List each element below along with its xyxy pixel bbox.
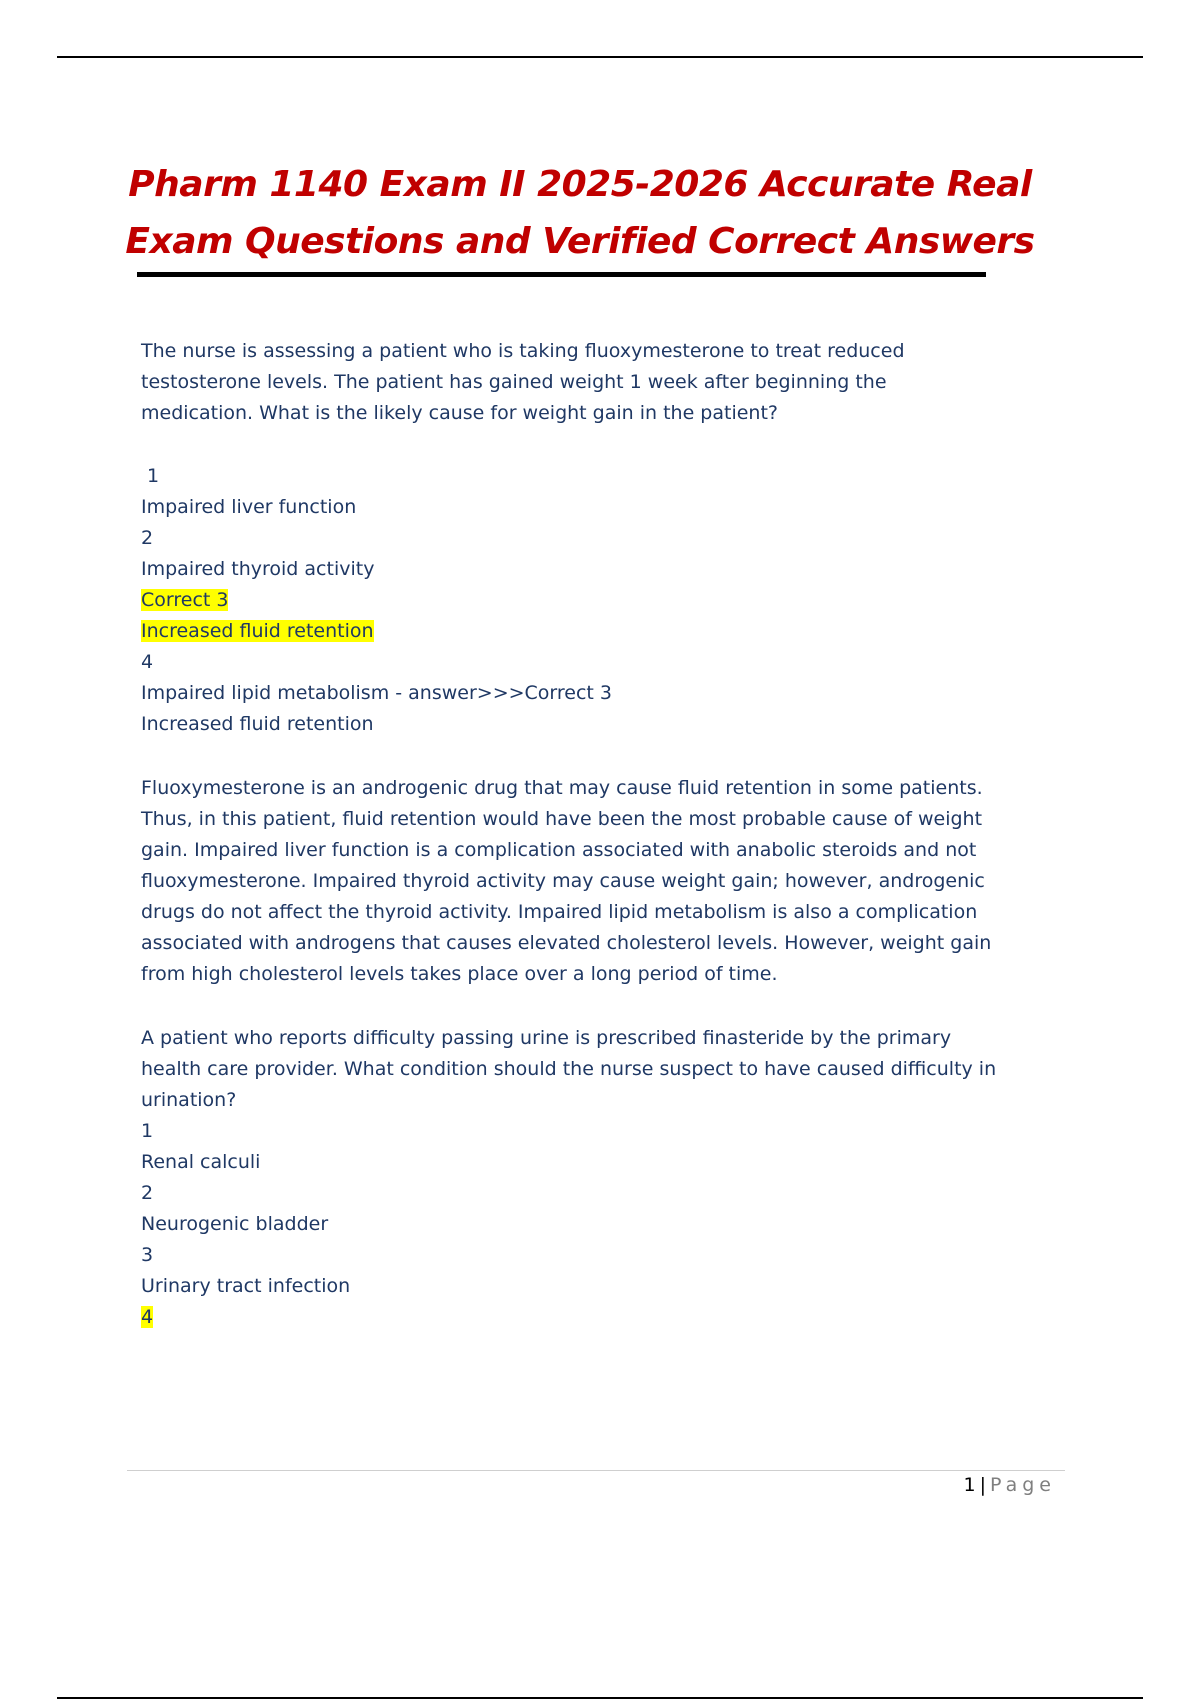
page-number-footer (964, 1474, 1057, 1496)
document-title (0, 156, 1160, 270)
question-stem-line: The nurse is assessing a patient who is taking fluoxymesterone to treat reduced (141, 340, 905, 362)
page-separator: | (979, 1474, 986, 1496)
spacer (141, 429, 1031, 461)
bottom-rule (57, 1697, 1143, 1699)
question-1 (141, 336, 1031, 990)
correct-option-number: Correct 3 (141, 589, 229, 611)
document-body (141, 336, 1031, 1333)
spacer (141, 740, 1031, 773)
question-2 (141, 1023, 1031, 1333)
footer-rule (127, 1470, 1065, 1471)
title-underline (137, 272, 986, 277)
question-stem-line: A patient who reports difficulty passing urine is prescribed finasteride by the primary (141, 1027, 952, 1049)
question-stem-line: medication. What is the likely cause for weight gain in the patient? (141, 402, 779, 424)
rationale-line: Thus, in this patient, fluid retention would have been the most probable cause of weight (141, 808, 983, 830)
option-number: 1 (141, 1120, 154, 1142)
question-stem-line: urination? (141, 1089, 237, 1111)
option-number: 4 (141, 651, 154, 673)
rationale-line: fluoxymesterone. Impaired thyroid activity may cause weight gain; however, androgenic (141, 870, 985, 892)
title-line-2: Exam Questions and Verified Correct Answers (125, 221, 1035, 262)
option-text: Urinary tract infection (141, 1275, 351, 1297)
option-text: Impaired liver function (141, 496, 357, 518)
question-stem-line: testosterone levels. The patient has gained weight 1 week after beginning the (141, 371, 887, 393)
option-text: Neurogenic bladder (141, 1213, 329, 1235)
correct-option-text: Increased fluid retention (141, 620, 374, 642)
option-number: 1 (141, 465, 160, 487)
correct-option-number: 4 (141, 1306, 154, 1328)
rationale-line: Fluoxymesterone is an androgenic drug that may cause fluid retention in some patients. (141, 777, 983, 799)
option-text: Renal calculi (141, 1151, 261, 1173)
title-line-1: Pharm 1140 Exam II 2025-2026 Accurate Real (128, 164, 1032, 205)
option-number: 3 (141, 1244, 154, 1266)
option-number: 2 (141, 1182, 154, 1204)
top-rule (57, 56, 1143, 58)
rationale-line: drugs do not affect the thyroid activity. Impaired lipid metabolism is also a complication (141, 901, 978, 923)
rationale-line: associated with androgens that causes elevated cholesterol levels. However, weight gain (141, 932, 992, 954)
rationale-line: from high cholesterol levels takes place over a long period of time. (141, 963, 778, 985)
rationale-line: gain. Impaired liver function is a complication associated with anabolic steroids and not (141, 839, 977, 861)
spacer (141, 990, 1031, 1023)
page-label: Page (990, 1474, 1056, 1496)
option-text: Impaired thyroid activity (141, 558, 375, 580)
answer-text: Increased fluid retention (141, 713, 374, 735)
question-stem-line: health care provider. What condition should the nurse suspect to have caused difficulty in (141, 1058, 997, 1080)
page-number: 1 (963, 1474, 976, 1496)
option-text: Impaired lipid metabolism - answer>>>Correct 3 (141, 682, 613, 704)
option-number: 2 (141, 527, 154, 549)
